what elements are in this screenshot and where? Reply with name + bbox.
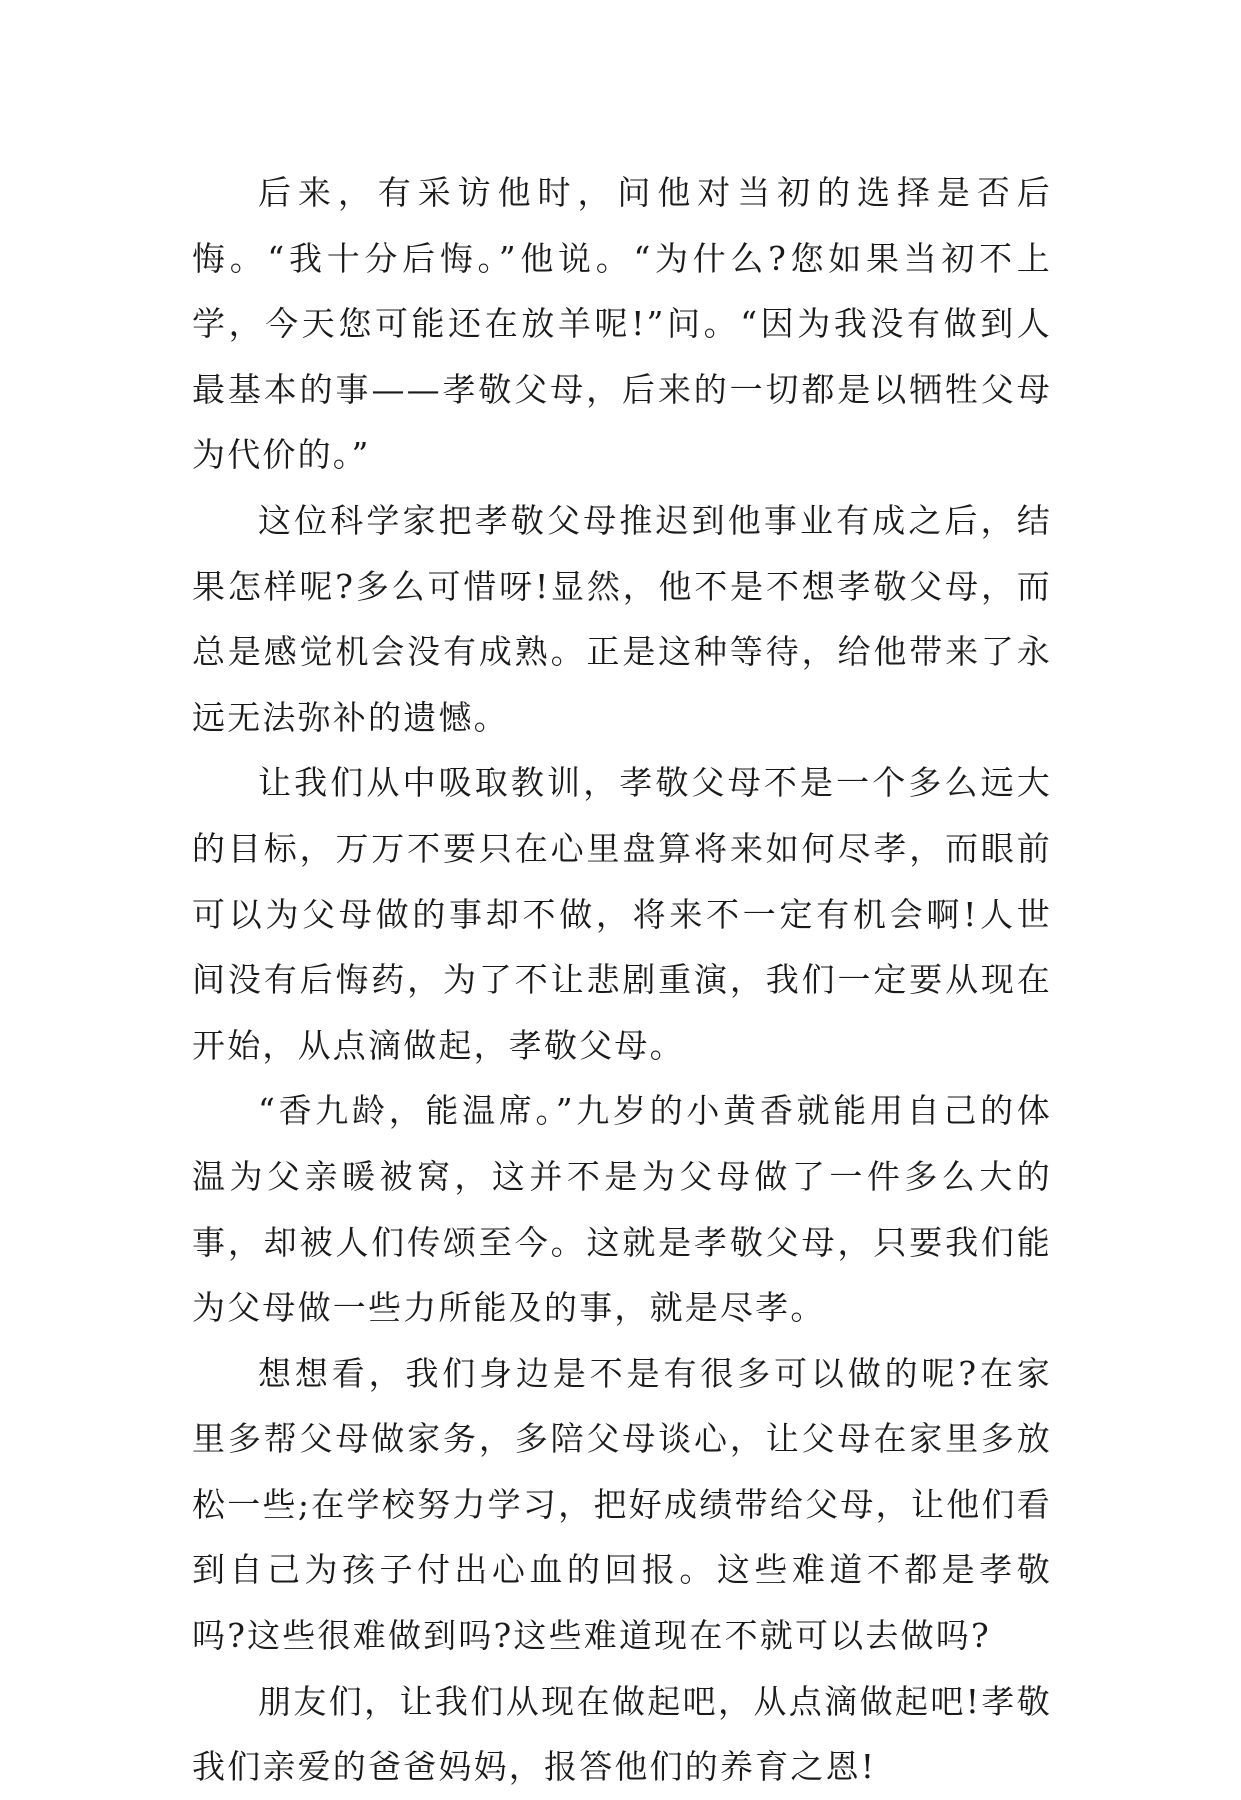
paragraph-6: 朋友们，让我们从现在做起吧，从点滴做起吧!孝敬我们亲爱的爸爸妈妈，报答他们的养育之恩!	[192, 1681, 1052, 1787]
paragraph-3: 让我们从中吸取教训，孝敬父母不是一个多么远大的目标，万万不要只在心里盘算将来如何尽孝，而眼前可以为父母做的事却不做，将来不一定有机会啊!人世间没有后悔药，为了不让悲剧重演，我们一定要从现在开始，从点滴做起，孝敬父母。	[192, 763, 1052, 1065]
paragraph-2: 这位科学家把孝敬父母推迟到他事业有成之后，结果怎样呢?多么可惜呀!显然，他不是不想孝敬父母，而总是感觉机会没有成熟。正是这种等待，给他带来了永远无法弥补的遗憾。	[192, 500, 1052, 737]
paragraph-4: “香九龄，能温席。”九岁的小黄香就能用自己的体温为父亲暖被窝，这并不是为父母做了一件多么大的事，却被人们传颂至今。这就是孝敬父母，只要我们能为父母做一些力所能及的事，就是尽孝。	[192, 1091, 1052, 1328]
document-body	[192, 160, 1052, 1800]
paragraph-1: 后来，有采访他时，问他对当初的选择是否后悔。“我十分后悔。”他说。“为什么?您如果当初不上学，今天您可能还在放羊呢!”问。“因为我没有做到人最基本的事——孝敬父母，后来的一切都是以牺牲父母为代价的。”	[192, 173, 1052, 475]
paragraph-5: 想想看，我们身边是不是有很多可以做的呢?在家里多帮父母做家务，多陪父母谈心，让父母在家里多放松一些;在学校努力学习，把好成绩带给父母，让他们看到自己为孩子付出心血的回报。这些难道不都是孝敬吗?这些很难做到吗?这些难道现在不就可以去做吗?	[192, 1353, 1052, 1656]
